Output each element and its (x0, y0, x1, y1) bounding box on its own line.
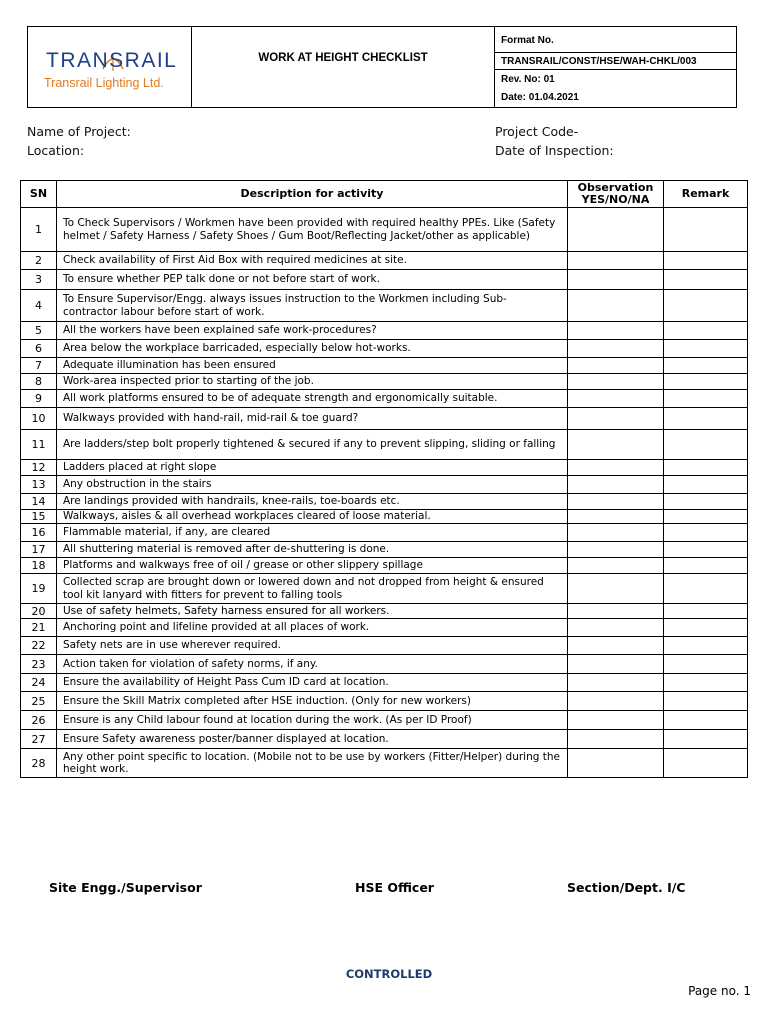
remark-cell[interactable] (664, 510, 748, 524)
row-description: Walkways provided with hand-rail, mid-rail & toe guard? (57, 408, 568, 430)
row-sn: 15 (21, 510, 57, 524)
format-info (495, 27, 736, 107)
observation-cell[interactable] (568, 655, 664, 674)
row-description: Walkways, aisles & all overhead workplaces cleared of loose material. (57, 510, 568, 524)
location-label: Location: (27, 143, 85, 158)
remark-cell[interactable] (664, 270, 748, 290)
observation-cell[interactable] (568, 711, 664, 730)
table-row (21, 252, 748, 270)
row-sn: 2 (21, 252, 57, 270)
logo-cell (28, 27, 192, 107)
table-row (21, 749, 748, 778)
table-row (21, 390, 748, 408)
row-description: Ladders placed at right slope (57, 460, 568, 476)
observation-cell[interactable] (568, 542, 664, 558)
table-row (21, 574, 748, 604)
table-row (21, 494, 748, 510)
table-row (21, 730, 748, 749)
table-row (21, 322, 748, 340)
row-sn: 11 (21, 430, 57, 460)
row-description: All shuttering material is removed after de-shuttering is done. (57, 542, 568, 558)
row-sn: 8 (21, 374, 57, 390)
observation-cell[interactable] (568, 270, 664, 290)
row-description: Adequate illumination has been ensured (57, 358, 568, 374)
remark-cell[interactable] (664, 604, 748, 619)
observation-cell[interactable] (568, 637, 664, 655)
row-description: Collected scrap are brought down or lowered down and not dropped from height & ensured tool kit lanyard with fitters for prevent to falling tools (57, 574, 568, 604)
row-sn: 20 (21, 604, 57, 619)
document-title: WORK AT HEIGHT CHECKLIST (192, 27, 495, 107)
observation-cell[interactable] (568, 374, 664, 390)
table-row (21, 476, 748, 494)
remark-cell[interactable] (664, 730, 748, 749)
row-description: Any obstruction in the stairs (57, 476, 568, 494)
observation-cell[interactable] (568, 524, 664, 542)
remark-cell[interactable] (664, 358, 748, 374)
row-description: Area below the workplace barricaded, especially below hot-works. (57, 340, 568, 358)
signature-section-incharge: Section/Dept. I/C (567, 880, 686, 895)
row-sn: 22 (21, 637, 57, 655)
header-remark: Remark (664, 181, 748, 208)
row-sn: 3 (21, 270, 57, 290)
remark-cell[interactable] (664, 674, 748, 692)
row-sn: 5 (21, 322, 57, 340)
remark-cell[interactable] (664, 542, 748, 558)
row-sn: 6 (21, 340, 57, 358)
row-description: Check availability of First Aid Box with required medicines at site. (57, 252, 568, 270)
observation-cell[interactable] (568, 408, 664, 430)
observation-cell[interactable] (568, 692, 664, 711)
row-sn: 24 (21, 674, 57, 692)
row-sn: 4 (21, 290, 57, 322)
row-description: To Ensure Supervisor/Engg. always issues instruction to the Workmen including Sub-contractor labour before start of work. (57, 290, 568, 322)
format-label: Format No. (495, 27, 736, 53)
row-description: Ensure the availability of Height Pass Cum ID card at location. (57, 674, 568, 692)
remark-cell[interactable] (664, 637, 748, 655)
remark-cell[interactable] (664, 252, 748, 270)
remark-cell[interactable] (664, 558, 748, 574)
signature-site-engineer: Site Engg./Supervisor (49, 880, 202, 895)
table-row (21, 619, 748, 637)
table-row (21, 655, 748, 674)
remark-cell[interactable] (664, 711, 748, 730)
table-row (21, 510, 748, 524)
table-row (21, 290, 748, 322)
checklist-body (21, 208, 748, 778)
remark-cell[interactable] (664, 208, 748, 252)
table-row (21, 674, 748, 692)
observation-cell[interactable] (568, 574, 664, 604)
table-row (21, 208, 748, 252)
company-logo-text: TRANSRAIL (46, 49, 178, 72)
table-header-row (21, 181, 748, 208)
row-description: To ensure whether PEP talk done or not before start of work. (57, 270, 568, 290)
observation-cell[interactable] (568, 476, 664, 494)
observation-cell[interactable] (568, 558, 664, 574)
observation-cell[interactable] (568, 322, 664, 340)
table-row (21, 358, 748, 374)
observation-cell[interactable] (568, 604, 664, 619)
controlled-stamp: CONTROLLED (345, 967, 433, 981)
table-row (21, 460, 748, 476)
remark-cell[interactable] (664, 619, 748, 637)
remark-cell[interactable] (664, 290, 748, 322)
revision-number: Rev. No: 01 (501, 73, 555, 85)
observation-cell[interactable] (568, 460, 664, 476)
row-description: Ensure is any Child labour found at location during the work. (As per ID Proof) (57, 711, 568, 730)
row-description: To Check Supervisors / Workmen have been provided with required healthy PPEs. Like (Safety helmet / Safety Harness / Safety Shoes / Gum Boot/Reflecting Jacket/other as applicable) (57, 208, 568, 252)
remark-cell[interactable] (664, 430, 748, 460)
header-sn: SN (21, 181, 57, 208)
remark-cell[interactable] (664, 390, 748, 408)
table-row (21, 408, 748, 430)
row-sn: 9 (21, 390, 57, 408)
row-sn: 12 (21, 460, 57, 476)
row-sn: 13 (21, 476, 57, 494)
observation-cell[interactable] (568, 619, 664, 637)
table-row (21, 270, 748, 290)
row-sn: 25 (21, 692, 57, 711)
remark-cell[interactable] (664, 322, 748, 340)
project-name-label: Name of Project: (27, 124, 131, 139)
row-description: Platforms and walkways free of oil / grease or other slippery spillage (57, 558, 568, 574)
table-row (21, 711, 748, 730)
remark-cell[interactable] (664, 655, 748, 674)
table-row (21, 524, 748, 542)
observation-cell[interactable] (568, 430, 664, 460)
row-sn: 21 (21, 619, 57, 637)
table-row (21, 374, 748, 390)
observation-cell[interactable] (568, 208, 664, 252)
remark-cell[interactable] (664, 340, 748, 358)
row-description: Ensure the Skill Matrix completed after HSE induction. (Only for new workers) (57, 692, 568, 711)
row-sn: 28 (21, 749, 57, 778)
row-sn: 1 (21, 208, 57, 252)
observation-cell[interactable] (568, 730, 664, 749)
row-sn: 7 (21, 358, 57, 374)
row-description: Flammable material, if any, are cleared (57, 524, 568, 542)
table-row (21, 604, 748, 619)
row-description: Ensure Safety awareness poster/banner displayed at location. (57, 730, 568, 749)
row-description: Anchoring point and lifeline provided at all places of work. (57, 619, 568, 637)
row-sn: 27 (21, 730, 57, 749)
observation-cell[interactable] (568, 494, 664, 510)
company-name: Transrail Lighting Ltd. (44, 76, 164, 90)
remark-cell[interactable] (664, 476, 748, 494)
signature-hse-officer: HSE Officer (355, 880, 434, 895)
observation-cell[interactable] (568, 749, 664, 778)
observation-cell[interactable] (568, 390, 664, 408)
table-row (21, 542, 748, 558)
remark-cell[interactable] (664, 524, 748, 542)
row-description: Any other point specific to location. (Mobile not to be use by workers (Fitter/Helper) during the height work. (57, 749, 568, 778)
row-sn: 17 (21, 542, 57, 558)
checklist-table (20, 180, 748, 778)
row-sn: 23 (21, 655, 57, 674)
observation-cell[interactable] (568, 358, 664, 374)
row-description: Action taken for violation of safety norms, if any. (57, 655, 568, 674)
row-description: Are ladders/step bolt properly tightened & secured if any to prevent slipping, sliding or falling (57, 430, 568, 460)
table-row (21, 558, 748, 574)
inspection-date-label: Date of Inspection: (495, 143, 614, 158)
remark-cell[interactable] (664, 692, 748, 711)
observation-cell[interactable] (568, 674, 664, 692)
page-number: Page no. 1 (688, 984, 751, 998)
table-row (21, 692, 748, 711)
header-description: Description for activity (57, 181, 568, 208)
row-sn: 10 (21, 408, 57, 430)
revision-date: Date: 01.04.2021 (501, 91, 579, 103)
row-sn: 16 (21, 524, 57, 542)
remark-cell[interactable] (664, 494, 748, 510)
table-row (21, 340, 748, 358)
observation-cell[interactable] (568, 510, 664, 524)
observation-cell[interactable] (568, 340, 664, 358)
observation-cell[interactable] (568, 252, 664, 270)
row-description: All the workers have been explained safe work-procedures? (57, 322, 568, 340)
remark-cell[interactable] (664, 374, 748, 390)
remark-cell[interactable] (664, 574, 748, 604)
observation-cell[interactable] (568, 290, 664, 322)
remark-cell[interactable] (664, 749, 748, 778)
row-description: Work-area inspected prior to starting of the job. (57, 374, 568, 390)
row-sn: 18 (21, 558, 57, 574)
header-observation: Observation YES/NO/NA (568, 181, 664, 208)
remark-cell[interactable] (664, 408, 748, 430)
row-description: Are landings provided with handrails, knee-rails, toe-boards etc. (57, 494, 568, 510)
document-header (27, 26, 737, 108)
project-code-label: Project Code- (495, 124, 579, 139)
row-description: Use of safety helmets, Safety harness ensured for all workers. (57, 604, 568, 619)
row-sn: 14 (21, 494, 57, 510)
table-row (21, 430, 748, 460)
row-description: Safety nets are in use wherever required. (57, 637, 568, 655)
remark-cell[interactable] (664, 460, 748, 476)
row-sn: 26 (21, 711, 57, 730)
table-row (21, 637, 748, 655)
row-sn: 19 (21, 574, 57, 604)
row-description: All work platforms ensured to be of adequate strength and ergonomically suitable. (57, 390, 568, 408)
format-code: TRANSRAIL/CONST/HSE/WAH-CHKL/003 (495, 53, 736, 70)
